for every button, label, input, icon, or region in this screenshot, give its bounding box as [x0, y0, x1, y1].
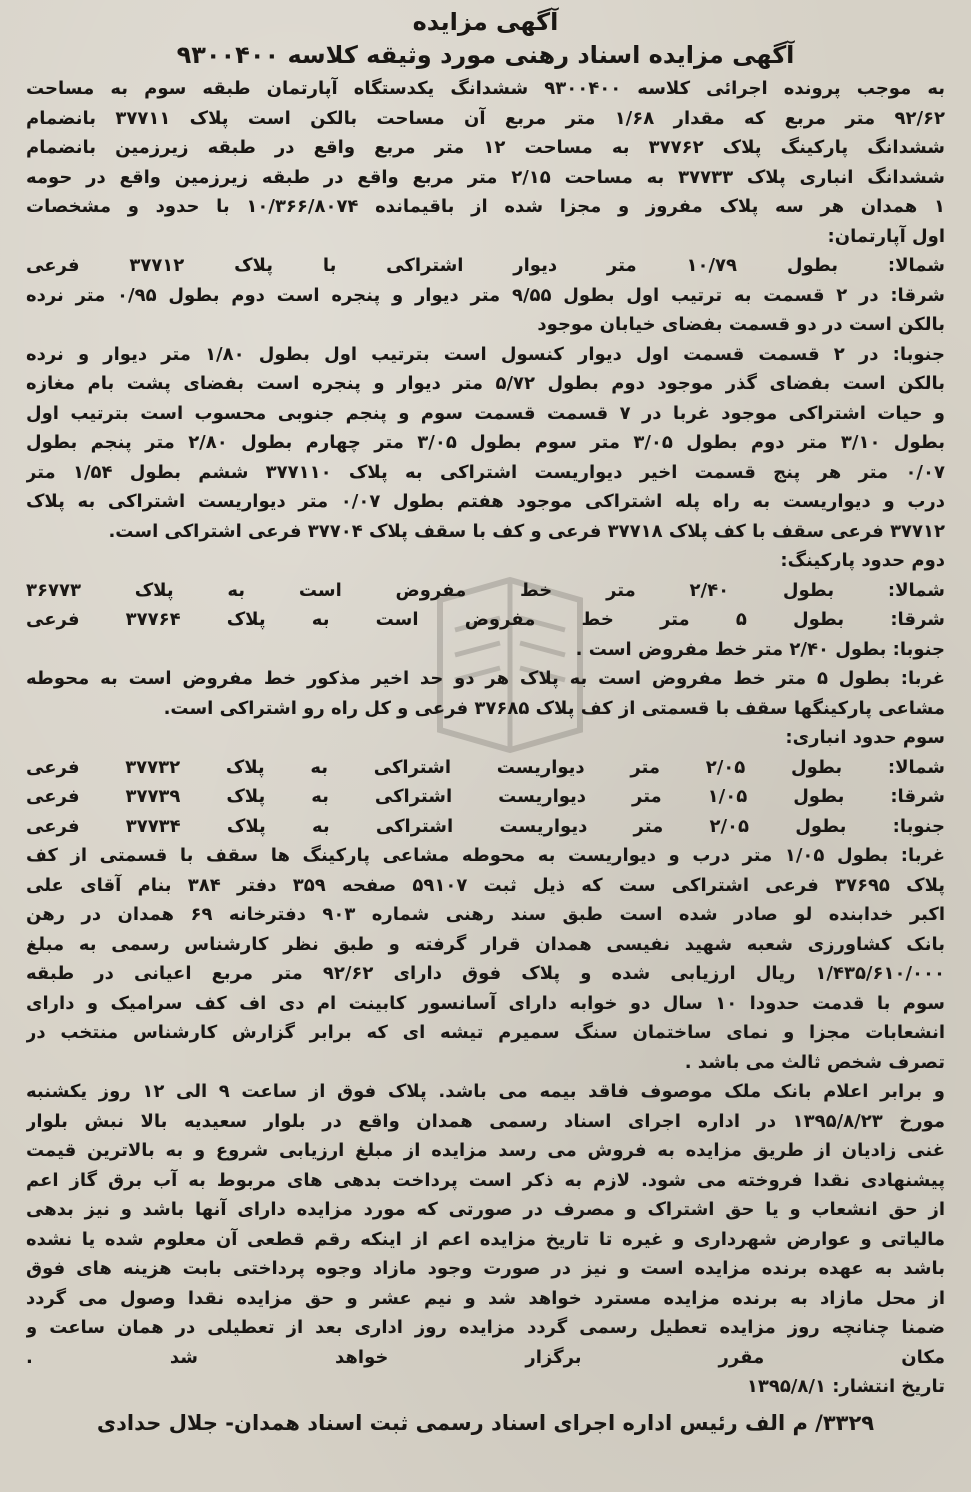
notice-line: جنوبا: بطول ۲/۴۰ متر خط مفروض است .: [575, 638, 945, 660]
notice-line: غربا: بطول ۵ متر خط مفروض است به پلاک هر دو حد اخیر مذکور خط مفروض است به محوطه: [26, 668, 945, 689]
notice-line: اکبر خدابنده لو صادر شده است طبق سند رهنی شماره ۹۰۳ دفترخانه ۶۹ همدان در رهن: [26, 904, 945, 925]
notice-line: ۰/۰۷ متر هر پنج قسمت اخیر دیواریست اشتراکی به پلاک ۳۷۷۱۱۰ ششم بطول ۱/۵۴ متر: [26, 461, 945, 483]
notice-line: و حیات اشتراکی موجود غربا در ۷ قسمت قسمت سوم و پنجم جنوبی محسوب است بترتیب اول: [26, 402, 945, 424]
notice-line: بطول ۳/۱۰ متر دوم بطول ۳/۰۵ متر سوم بطول ۳/۰۵ متر چهارم بطول ۲/۸۰ متر پنجم بطول: [26, 432, 945, 453]
notice-line: از حق انشعاب و یا حق اشتراک و مصرف در صورتی که مورد مزایده دارای آنها باشد و نیز بدهی: [26, 1199, 945, 1220]
notice-line: مکان مقرر برگزار خواهد شد .: [26, 1346, 945, 1368]
newspaper-watermark-icon: [420, 560, 600, 760]
notice-line: ۳۷۷۱۲ فرعی سقف با کف پلاک ۳۷۷۱۸ فرعی و کف با سقف پلاک ۳۷۷۰۴ فرعی اشتراکی است.: [108, 520, 945, 542]
notice-line: مالیاتی و عوارض شهرداری و غیره تا تاریخ مزایده اعم از اینکه رقم قطعی آن معلوم شده یا نشده: [26, 1228, 945, 1250]
notice-line: سوم با قدمت حدودا ۱۰ سال دو خوابه دارای آسانسور کابینت ام دی اف کف سرامیک و دارای: [26, 992, 945, 1014]
notice-line: انشعابات مجزا و نمای ساختمان سنگ سمیرم تیشه ای که برابر گزارش کارشناس منتخب در: [26, 1022, 945, 1043]
notice-line: بالکن است بفضای گذر موجود دوم بطول ۵/۷۲ متر دیوار و پنجره است بفضای پشت بام مغازه: [26, 373, 945, 394]
notice-line: شمالا: بطول ۲/۴۰ متر خط مفروض است به پلاک ۳۶۷۷۳: [26, 579, 945, 601]
notice-line: از محل مازاد به برنده مزایده مسترد خواهد شد و نیم عشر و حق مزایده نقدا وصول می گردد: [26, 1287, 945, 1309]
notice-line: شمالا: بطول ۲/۰۵ متر دیواریست اشتراکی به پلاک ۳۷۷۳۲ فرعی: [26, 756, 945, 778]
notice-line: تصرف شخص ثالث می باشد .: [684, 1051, 945, 1073]
notice-line: شمالا: بطول ۱۰/۷۹ متر دیوار اشتراکی با پلاک ۳۷۷۱۲ فرعی: [26, 255, 945, 276]
notice-line: ششدانگ پارکینگ پلاک ۳۷۷۶۲ به مساحت ۱۲ متر مربع واقع در طبقه زیرزمین بانضمام: [26, 137, 945, 158]
notice-line: اول آپارتمان:: [827, 225, 945, 247]
notice-line: شرقا: بطول ۱/۰۵ متر دیواریست اشتراکی به پلاک ۳۷۷۳۹ فرعی: [26, 786, 945, 807]
notice-line: شرقا: بطول ۵ متر خط مفروض است به پلاک ۳۷۷۶۴ فرعی: [26, 609, 945, 630]
notice-line: ششدانگ انباری پلاک ۳۷۷۳۳ به مساحت ۲/۱۵ متر مربع واقع در طبقه زیرزمین واقع در حومه: [26, 166, 945, 188]
notice-line: بانک کشاورزی شعبه شهید نفیسی همدان قرار گرفته و طبق نظر کارشناس رسمی به مبلغ: [26, 933, 945, 955]
notice-line: دوم حدود پارکینگ:: [780, 550, 945, 571]
notice-line: جنوبا: بطول ۲/۰۵ متر دیواریست اشتراکی به پلاک ۳۷۷۳۴ فرعی: [26, 815, 945, 837]
notice-line: ضمنا چنانچه روز مزایده تعطیل رسمی گردد مزایده روز اداری بعد از تعطیلی در همان ساعت و: [26, 1317, 945, 1338]
notice-line: بالکن است در دو قسمت بفضای خیابان موجود: [537, 314, 945, 335]
notice-title: آگهی مزایده: [412, 8, 559, 36]
notice-line: ۹۲/۶۲ متر مربع که مقدار ۱/۶۸ متر مربع آن مساحت بالکن است پلاک ۳۷۷۱۱ بانضمام: [26, 107, 945, 129]
notice-line: درب و دیواریست به راه پله اشتراکی موجود هفتم بطول ۰/۰۷ متر دیواریست اشتراکی به پلاک: [26, 491, 945, 512]
notice-line: مشاعی پارکینگها سقف با قسمتی از کف پلاک ۳۷۶۸۵ فرعی و کل راه رو اشتراکی است.: [163, 697, 945, 719]
notice-line: باشد به عهده برنده مزایده است و نیز در صورت وجود مازاد وجوه پرداختی بابت هزینه های فوق: [26, 1258, 945, 1279]
notice-signature: ۳۳۲۹/ م الف رئیس اداره اجرای اسناد رسمی ثبت اسناد همدان- جلال حدادی: [96, 1410, 875, 1435]
notice-line: ۱/۴۳۵/۶۱۰/۰۰۰ ریال ارزیابی شده و پلاک فوق دارای ۹۲/۶۲ متر مربع اعیانی در طبقه: [26, 963, 945, 984]
notice-line: سوم حدود انباری:: [785, 727, 945, 748]
notice-line: غربا: بطول ۱/۰۵ متر درب و دیواریست به محوطه مشاعی پارکینگ ها سقف با قسمتی از کف: [26, 845, 945, 866]
notice-line: جنوبا: در ۲ قسمت قسمت اول دیوار کنسول است بترتیب اول بطول ۱/۸۰ متر دیوار و نرده: [26, 343, 945, 365]
notice-line: تاریخ انتشار: ۱۳۹۵/۸/۱: [746, 1376, 945, 1397]
notice-line: شرقا: در ۲ قسمت به ترتیب اول بطول ۹/۵۵ متر دیوار و پنجره است دوم بطول ۰/۹۵ متر نرده: [26, 284, 945, 306]
notice-line: پیشنهادی نقدا فروخته می شود. لازم به ذکر است پرداخت بدهی های مربوط به آب برق گاز اعم: [26, 1169, 945, 1191]
notice-line: ۱ همدان هر سه پلاک مفروز و مجزا شده از باقیمانده ۱۰/۳۶۶/۸۰۷۴ با حدود و مشخصات: [26, 196, 945, 217]
notice-line: مورخ ۱۳۹۵/۸/۲۳ در اداره اجرای اسناد رسمی همدان واقع در بلوار سعیدیه بالا نبش بلوار: [26, 1110, 945, 1132]
notice-line: و برابر اعلام بانک ملک موصوف فاقد بیمه می باشد. پلاک فوق از ساعت ۹ الی ۱۲ روز یکشنبه: [26, 1081, 945, 1102]
notice-line: به موجب پرونده اجرائی کلاسه ۹۳۰۰۴۰۰ ششدانگ یکدستگاه آپارتمان طبقه سوم به مساحت: [26, 78, 945, 99]
notice-line: پلاک ۳۷۶۹۵ فرعی اشتراکی ست که ذیل ثبت ۵۹۱۰۷ صفحه ۳۵۹ دفتر ۳۸۴ بنام آقای علی: [26, 874, 945, 896]
notice-subtitle: آگهی مزایده اسناد رهنی مورد وثیقه کلاسه ۹۳۰۰۴۰۰: [176, 41, 795, 69]
notice-line: غنی زادیان از طریق مزایده به فروش می رسد مزایده از مبلغ ارزیابی شروع و به بالاترین قیمت: [26, 1140, 945, 1161]
